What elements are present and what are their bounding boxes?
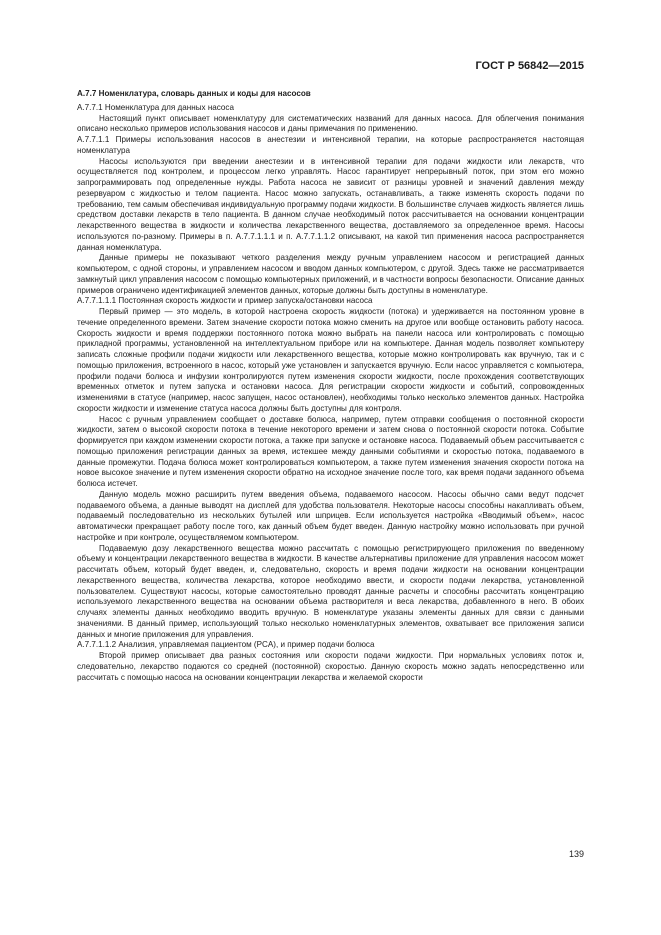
- body-paragraph: Подаваемую дозу лекарственного вещества можно рассчитать с помощью регистрирующего приложения по введенному объему и концентрации лекарственного вещества в жидкости. В качестве альтернативы приложение для управления насосом может рассчитать объем, который будет введен, и, следовательно, скорость и время подачи жидкости на основании концентрации лекарственного вещества, количества лекарства, которое необходимо ввести, и скорости подачи лекарства, установленной пользователем. Существуют насосы, которые самостоятельно проводят данные расчеты и способны рассчитать концентрацию используемого лекарственного вещества на основании объема растворителя и веса лекарства, добавленного в него. В обоих случаях элементы данных необходимо вводить вручную. В номенклатуре указаны элементы данных для связи с данными значениями. В данный пример, использующий только несколько номенклатурных элементов, охватывает все приложения записи данных и многие приложения для управления.: [77, 543, 584, 639]
- subsection-heading: А.7.7.1 Номенклатура для данных насоса: [77, 102, 234, 112]
- body-paragraph: Второй пример описывает два разных состояния или скорости подачи жидкости. При нормальных условиях поток и, следовательно, лекарство подаются со средней (постоянной) скоростью. Данную скорость можно задать непосредственно или рассчитать с помощью насоса на основании концентрации лекарства и желаемой скорости: [77, 651, 584, 682]
- page-number: 139: [568, 849, 584, 859]
- body-paragraph: Данную модель можно расширить путем введения объема, подаваемого насосом. Насосы обычно сами ведут подсчет подаваемого объема, а данные выводят на дисплей для удобства пользователя. Некоторые насосы способны накапливать объем, подаваемый последовательно из нескольких бутылей или шприцев. Если используется настройка «Вводимый объем», насос автоматически прекращает работу после того, как данный объем будет введен. Данную настройку можно использовать при ручной настройке и при контроле, осуществляемом компьютером.: [77, 489, 584, 542]
- body-paragraph: Насос с ручным управлением сообщает о доставке болюса, например, путем отправки сообщения о постоянной скорости жидкости, затем о высокой скорости потока в течение некоторого времени и затем снова о постоянной скорости потока. Событие формируется при каждом изменении скорости потока, а также при запуске и остановке насоса. Подаваемый объем рассчитывается с помощью приложения регистрации данных за время, истекшее между данными событиями и скоростью потока, подаваемого в данные промежутки. Подача болюса может контролироваться компьютером, а также путем изменения значения скорости потока на новое высокое значение и путем изменения скорости обратно на исходное значение после того, как время подачи заданного объема болюса истечет.: [77, 414, 584, 488]
- body-paragraph: Насосы используются при введении анестезии и в интенсивной терапии для подачи жидкости или лекарств, что осуществляется под контролем, и процессом легко управлять. Насос гарантирует непрерывный поток, при этом его можно запрограммировать под определенные нужды. Работа насоса не зависит от разницы уровней и значений давления между резервуаром с жидкостью и телом пациента. Насос можно запускать, останавливать, а также изменять скорость подачи по требованию, тем самым обеспечивая индивидуальную программу подачи жидкости. В большинстве случаев жидкость является лишь средством доставки лекарств в тело пациента. В данном случае необходимый поток рассчитывается на основании концентрации лекарственного вещества в жидкости и количества лекарственного вещества, доставляемого за определенное время. Насосы используются по-разному. Примеры в п. А.7.7.1.1.1 и п. А.7.7.1.1.2 описывают, на какой тип применения насоса распространяется данная номенклатура.: [77, 156, 584, 252]
- body-paragraph: Настоящий пункт описывает номенклатуру для систематических названий для данных насоса. Для облегчения понимания описано несколько примеров использования насосов и даны примечания по применению.: [77, 113, 584, 134]
- subsection-heading: А.7.7.1.1.2 Анализия, управляемая пациентом (PCA), и пример подачи болюса: [77, 640, 375, 650]
- body-paragraph: Данные примеры не показывают четкого разделения между ручным управлением насосом и регистрацией данных компьютером, с одной стороны, и управлением насосом и вводом данных компьютером, с другой. Здесь также не рассматривается замкнутый цикл управления насосом с помощью компьютерных приложений, и в частности вопросы безопасности. Описание данных примеров ограничено идентификацией элементов данных, которые должны быть доступны в номенклатуре.: [77, 253, 584, 295]
- subsection-heading: А.7.7.1.1 Примеры использования насосов в анестезии и интенсивной терапии, на которые распространяется настоящая номенклатура: [77, 135, 584, 155]
- body-paragraph: Первый пример — это модель, в которой настроена скорость жидкости (потока) и удерживается на постоянном уровне в течение определенного времени. Затем значение скорости потока можно сменить на другое или вообще остановить работу насоса. Скорость жидкости и время поддержки постоянного потока можно выбрать на панели насоса или контролировать с помощью прикладной программы, установленной на интеллектуальном приборе или на компьютере. Данная модель позволяет компьютеру записать сложные профили подачи жидкости или лекарственного вещества, которые можно контролировать как вручную, так и с помощью приложения, встроенного в насос, который уже установлен и запускается вручную. Если насос управляется с компьютера, профили подачи болюса и инфузии контролируются путем изменения скорости жидкости, после прохождения соответствующих временных отметок и путем запуска и остановки насоса. Для регистрации скорости жидкости и событий, сопровожденных изменениями в статусе (например, насос запущен, насос остановлен), необходимы только несколько элементов данных. Настройка скорости жидкости и изменение статуса насоса должны быть доступны для контроля.: [77, 307, 584, 413]
- subsection-heading: А.7.7.1.1.1 Постоянная скорость жидкости и пример запуска/остановки насоса: [77, 296, 373, 306]
- section-heading: А.7.7 Номенклатура, словарь данных и коды для насосов: [77, 89, 311, 98]
- standard-header: ГОСТ Р 56842—2015: [475, 60, 584, 72]
- document-body: [77, 89, 584, 683]
